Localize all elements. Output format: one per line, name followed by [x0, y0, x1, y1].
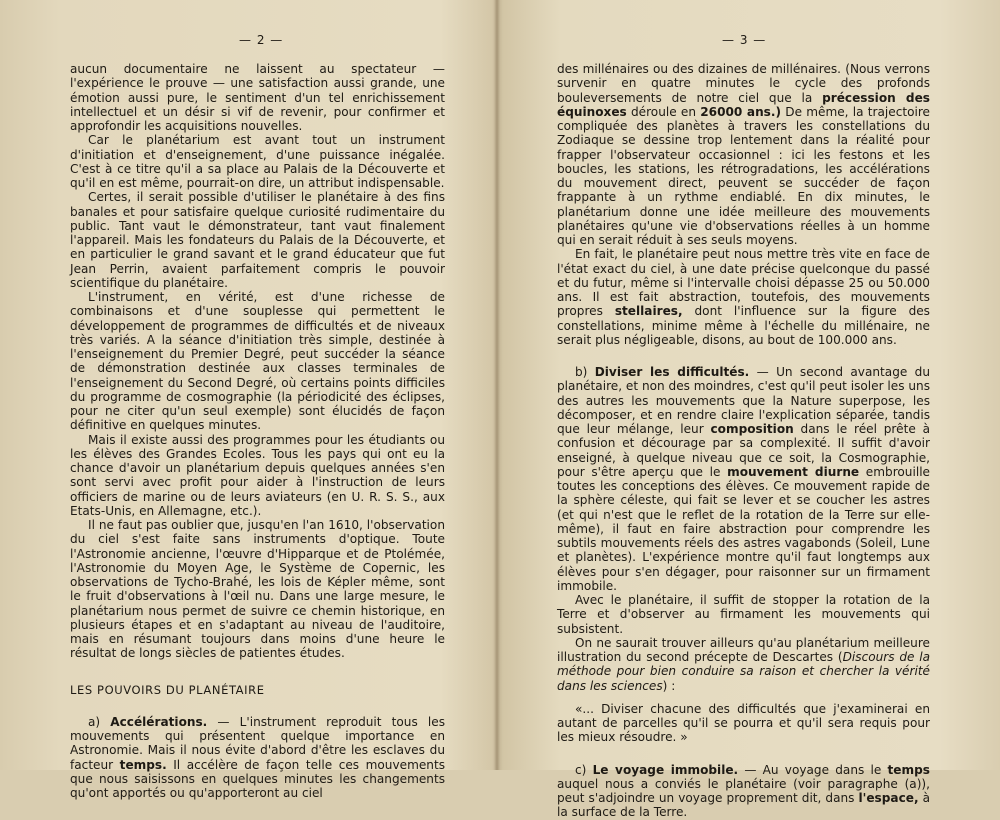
item-dash: —	[738, 762, 763, 777]
bold-run: temps.	[119, 757, 167, 772]
text-run: ) :	[662, 678, 676, 693]
item-prefix: a)	[88, 714, 111, 729]
bold-run: l'espace,	[858, 791, 919, 805]
page-number: — 2 —	[239, 33, 284, 47]
text-run: En fait, le planétaire peut nous mettre très vite en face de l'état exact du ciel, à une date précise quelconque du passé et du futur, même si l'intervalle choisi dépasse 25 ou 50.000 ans. Il est fait abstraction, toutefois, des mouvements propres	[557, 247, 930, 319]
text-run: des millénaires ou des dizaines de millénaires. (Nous verrons survenir en quatre minutes le cycle des profonds bouleversements de notre ciel que la	[557, 62, 930, 105]
bold-run: précession des équinoxes	[557, 90, 930, 119]
text-run: dans le réel prête à confusion et décourage par sa complexité. Il suffit d'avoir enseigné, à quelque niveau que ce soit, la Cosmographie, pour s'être aperçu que le	[557, 422, 930, 479]
text-run: Au voyage dans le	[762, 762, 888, 777]
paragraph: L'instrument, en vérité, est d'une richesse de combinaisons et d'une souplesse qui permettent le développement de programmes de difficultés et de niveaux très variés. A la séance d'initiation très simple, destinée à l'enseignement du Premier Degré, peut succéder la séance de démonstration destinée aux classes terminales de l'enseignement du Second Degré, où certains points difficiles du programme de cosmographie (la périodicité des éclipses, pour ne citer qu'un seul exemple) sont élucidés de façon définitive en quelques minutes.	[70, 290, 445, 433]
bold-run: 26000 ans.)	[700, 104, 782, 119]
descartes-quote: «... Diviser chacune des difficultés que j'examinerai en autant de parcelles qu'il se pourra et qu'il sera requis pour les mieux résoudre. »	[557, 701, 930, 745]
left-page	[0, 0, 494, 800]
bold-run: stellaires,	[614, 304, 683, 319]
paragraph	[557, 247, 930, 347]
paragraph: Car le planétarium est avant tout un instrument d'initiation et d'enseignement, d'une puissance inégalée. C'est à ce titre qu'il a sa place au Palais de la Découverte et qu'il en est même, pourrait-on dire, un attribut indispensable.	[70, 133, 445, 190]
text-run: déroule en	[626, 104, 701, 119]
paragraph: Certes, il serait possible d'utiliser le planétaire à des fins banales et pour satisfaire quelque curiosité rudimentaire du public. Tant vaut le démonstrateur, tant vaut finalement l'appareil. Mais les fondateurs du Palais de la Découverte, et en particulier le grand savant et le grand éducateur que fut Jean Perrin, avaient parfaitement compris le pouvoir scientifique du planétaire.	[70, 190, 445, 290]
text-run: à la surface de la Terre.	[557, 791, 930, 820]
paragraph	[557, 636, 930, 693]
text-run: Un second avantage du planétaire, et non des moindres, c'est qu'il peut isoler les uns des autres les mouvements que la Nature superpose, les décomposer, et en rendre claire l'explication séparée, tandis que leur mélange, leur	[557, 365, 930, 436]
item-dash: —	[749, 365, 777, 379]
italic-run: Discours de la méthode pour bien conduire sa raison et chercher la vérité dans les sciences	[557, 650, 930, 693]
paragraph: Il ne faut pas oublier que, jusqu'en l'an 1610, l'observation du ciel s'est faite sans instruments d'optique. Toute l'Astronomie ancienne, l'œuvre d'Hipparque et de Ptolémée, l'Astronomie du Moyen Age, le Système de Copernic, les observations de Tycho-Brahé, les lois de Képler même, sont le fruit d'observations à l'œil nu. Dans une large mesure, le planétarium nous permet de suivre ce chemin historique, en plusieurs étapes et en s'adaptant au niveau de l'auditoire, mais en résumant toujours dans moins d'une heure le résultat de longs siècles de patientes études.	[70, 518, 445, 661]
paragraph	[557, 62, 930, 247]
text-run: embrouille toutes les conceptions des élèves. Ce mouvement rapide de la sphère céleste, qui fait se lever et se coucher les astres (et qui n'est que le reflet de la rotation de la Terre sur elle-même), il faut en faire abstraction pour comprendre les subtils mouvements réels des astres vagabonds (Soleil, Lune et planètes). L'expérience montre qu'il faut longtemps aux élèves pour s'en dégager, pour raisonner sur un firmament immobile.	[557, 464, 930, 593]
item-prefix: b)	[575, 365, 595, 379]
right-page	[500, 0, 1000, 820]
item-c-paragraph	[557, 763, 930, 820]
item-title: Accélérations.	[110, 714, 208, 729]
item-prefix: c)	[575, 762, 593, 777]
section-heading: LES POUVOIRS DU PLANÉTAIRE	[70, 682, 265, 697]
text-run: De même, la trajectoire compliquée des planètes à travers les constellations du Zodiaque se dessine trop lentement dans la réalité pour frapper l'observateur occasionnel : ici les festons et les boucles, les stations, les rétrogradations, les accélérations du mouvement direct, peuvent se succéder de façon frappante à un rythme endiablé. En dix minutes, le planétarium donne une idée meilleure des mouvements planétaires qu'une vie d'observations réelles à un homme qui en serait réduit à ses seuls moyens.	[557, 104, 930, 247]
text-run: dont l'influence sur la figure des constellations, minime même à l'échelle du millénaire, ne serait plus négligeable, disons, au bout de 100.000 ans.	[557, 304, 930, 347]
item-a-paragraph	[70, 715, 445, 801]
item-b-paragraph	[557, 365, 930, 593]
paragraph: aucun documentaire ne laissent au spectateur — l'expérience le prouve — une satisfaction aussi grande, une émotion aussi pure, le sentiment d'un tel enrichissement intellectuel et un désir si vif de revenir, pour confirmer et approfondir les acquisitions nouvelles.	[70, 62, 445, 133]
bold-run: temps	[887, 762, 930, 777]
text-run: L'instrument reproduit tous les mouvements qui présentent quelque importance en Astronomie. Mais il nous évite d'abord d'être les esclaves du facteur	[70, 714, 445, 772]
item-title: Diviser les difficultés.	[594, 365, 750, 379]
text-run: Il accélère de façon telle ces mouvements que nous saisissons en quelques minutes les changements qu'ont apportés ou qu'apporteront au ciel	[70, 757, 446, 800]
item-title: Le voyage immobile.	[592, 762, 739, 777]
paragraph: Avec le planétaire, il suffit de stopper la rotation de la Terre et d'observer au firmament les mouvements qui subsistent.	[557, 593, 930, 636]
bold-run: composition	[710, 422, 794, 436]
item-dash: —	[207, 714, 240, 729]
paragraph: Mais il existe aussi des programmes pour les étudiants ou les élèves des Grandes Ecoles. Tous les pays qui ont eu la chance d'avoir un planétarium depuis quelques années s'en sont servi avec profit pour aider à l'instruction de leurs officiers de marine ou de leurs aviateurs (en U. R. S. S., aux Etats-Unis, en Allemagne, etc.).	[70, 432, 445, 518]
left-text-column	[70, 62, 445, 800]
text-run: auquel nous a conviés le planétaire (voir paragraphe (a)), peut s'adjoindre un voyage proprement dit, dans	[557, 776, 930, 805]
bold-run: mouvement diurne	[727, 464, 860, 479]
right-text-column	[557, 62, 930, 820]
page-number: — 3 —	[722, 33, 767, 47]
text-run: On ne saurait trouver ailleurs qu'au planétarium meilleure illustration du second précepte de Descartes (	[557, 635, 930, 664]
